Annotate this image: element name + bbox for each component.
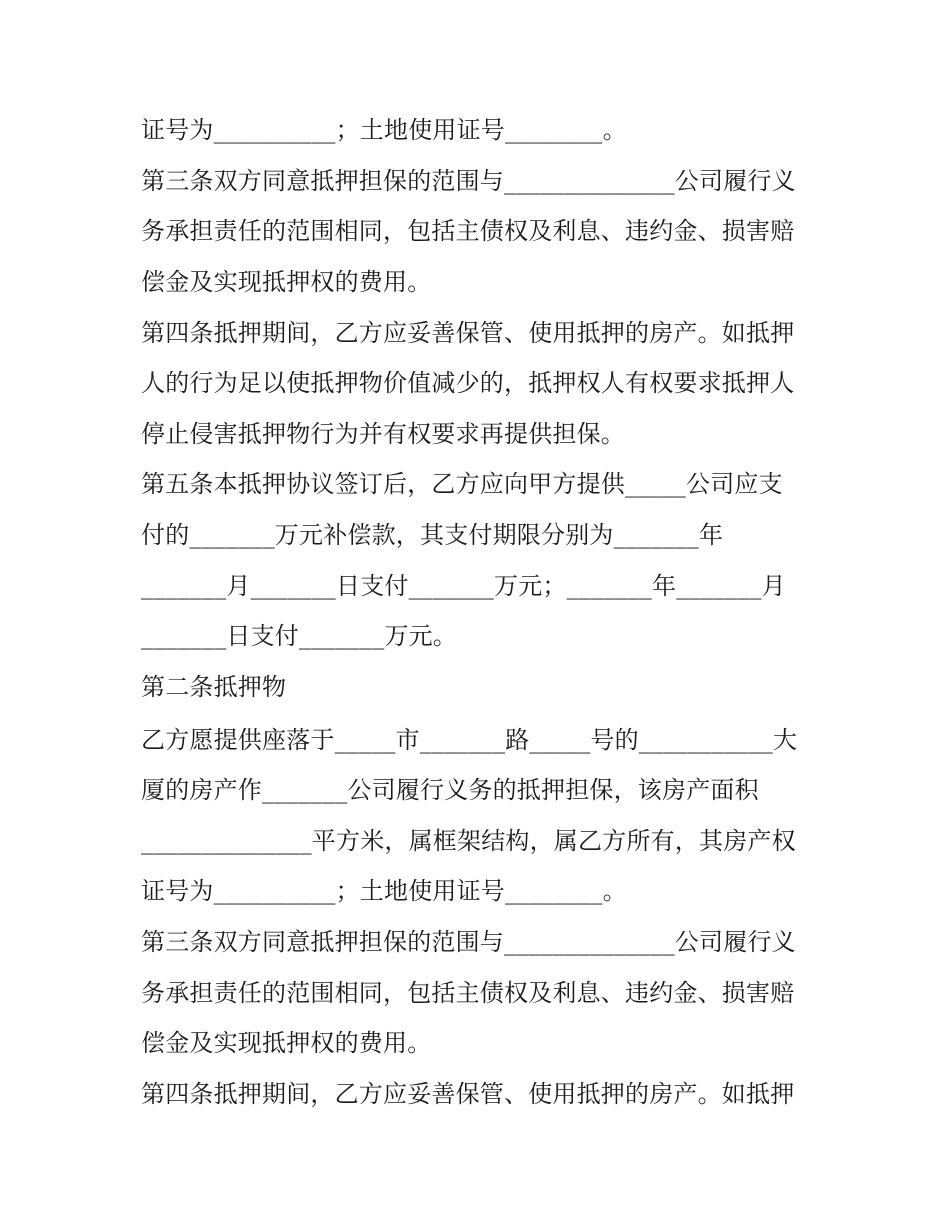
text-line: 偿金及实现抵押权的费用。 [141,268,432,296]
text-line: _______日支付_______万元。 [141,622,457,650]
text-line: 第三条双方同意抵押担保的范围与______________公司履行义 [141,928,796,956]
section-heading: 第二条抵押物 [141,673,287,701]
text-line: 乙方愿提供座落于_____市_______路_____号的___________大 [141,726,798,754]
text-line: 证号为__________；土地使用证号________。 [141,116,627,144]
text-line: 厦的房产作_______公司履行义务的抵押担保，该房产面积 [141,776,759,804]
text-line: 人的行为足以使抵押物价值减少的，抵押权人有权要求抵押人 [141,369,795,397]
text-line: 停止侵害抵押物行为并有权要求再提供担保。 [141,420,625,448]
text-line: 第五条本抵押协议签订后，乙方应向甲方提供_____公司应支 [141,470,783,498]
text-line: 务承担责任的范围相同，包括主债权及利息、违约金、损害赔 [141,217,795,245]
text-line: 第四条抵押期间，乙方应妥善保管、使用抵押的房产。如抵押 [141,1080,795,1108]
text-line: 偿金及实现抵押权的费用。 [141,1029,432,1057]
text-line: 务承担责任的范围相同，包括主债权及利息、违约金、损害赔 [141,979,795,1007]
text-line: _______月_______日支付_______万元；_______年_______月 [141,572,786,600]
text-line: 证号为__________；土地使用证号________。 [141,877,627,905]
text-line: 第三条双方同意抵押担保的范围与______________公司履行义 [141,167,796,195]
text-line: ______________平方米，属框架结构，属乙方所有，其房产权 [141,827,796,855]
text-line: 第四条抵押期间，乙方应妥善保管、使用抵押的房产。如抵押 [141,319,795,347]
text-line: 付的_______万元补偿款，其支付期限分别为_______年 [141,521,724,549]
